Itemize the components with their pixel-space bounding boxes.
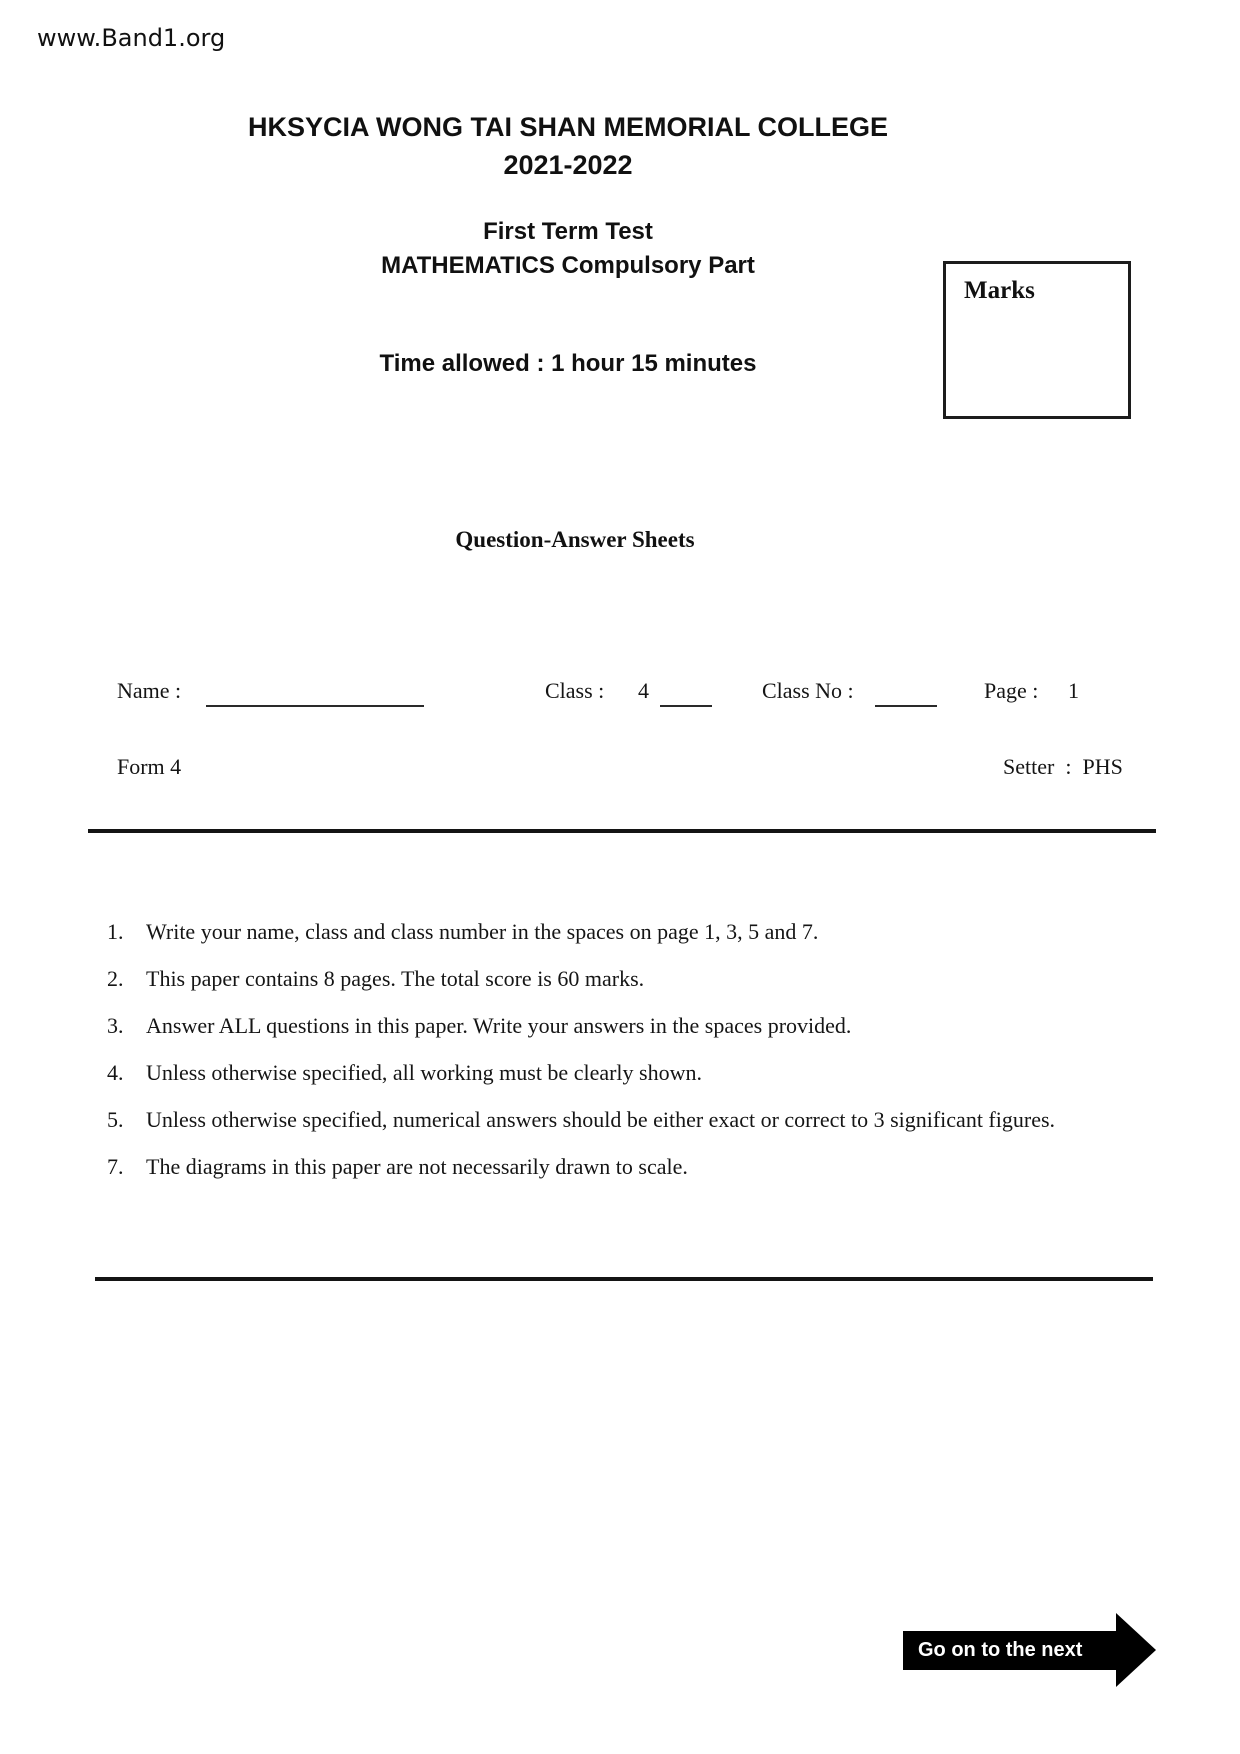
marks-box bbox=[943, 261, 1131, 419]
instruction-text: Unless otherwise specified, numerical answers should be either exact or correct to 3 significant figures. bbox=[146, 1107, 1056, 1132]
subject-title: MATHEMATICS Compulsory Part bbox=[381, 252, 755, 279]
name-underline bbox=[206, 679, 424, 707]
go-on-label: Go on to the next bbox=[918, 1639, 1083, 1661]
school-name: HKSYCIA WONG TAI SHAN MEMORIAL COLLEGE bbox=[248, 112, 888, 142]
instruction-number: 4. bbox=[107, 1060, 124, 1085]
form-label: Form 4 bbox=[117, 754, 182, 779]
instruction-item bbox=[107, 963, 1119, 994]
time-allowed: Time allowed : 1 hour 15 minutes bbox=[379, 350, 757, 377]
go-on-banner bbox=[903, 1631, 1116, 1670]
class-value: 4 bbox=[638, 678, 649, 703]
instruction-text: The diagrams in this paper are not necessarily drawn to scale. bbox=[146, 1154, 688, 1179]
instruction-number: 2. bbox=[107, 966, 124, 991]
setter-label: Setter bbox=[1003, 754, 1055, 779]
instruction-item bbox=[107, 1057, 1119, 1088]
class-label: Class : bbox=[545, 678, 605, 703]
class-no-underline bbox=[875, 679, 937, 707]
instruction-number: 1. bbox=[107, 919, 124, 944]
sheet-type-title: Question-Answer Sheets bbox=[455, 527, 695, 552]
instruction-text: Answer ALL questions in this paper. Write your answers in the spaces provided. bbox=[146, 1013, 852, 1038]
instruction-number: 5. bbox=[107, 1107, 124, 1132]
instruction-text: This paper contains 8 pages. The total score is 60 marks. bbox=[146, 966, 645, 991]
class-no-label: Class No : bbox=[762, 678, 854, 703]
instruction-item bbox=[107, 1104, 1119, 1135]
divider-top bbox=[88, 829, 1156, 833]
instruction-item bbox=[107, 916, 1119, 947]
marks-label: Marks bbox=[964, 277, 1035, 304]
right-arrow-icon bbox=[1116, 1613, 1156, 1687]
instructions-list bbox=[107, 916, 1119, 1198]
instruction-item bbox=[107, 1151, 1119, 1182]
site-watermark: www.Band1.org bbox=[37, 24, 226, 52]
instruction-number: 3. bbox=[107, 1013, 124, 1038]
page-number: 1 bbox=[1068, 678, 1079, 703]
instruction-number: 7. bbox=[107, 1154, 124, 1179]
class-underline bbox=[660, 679, 712, 707]
instruction-text: Write your name, class and class number in the spaces on page 1, 3, 5 and 7. bbox=[146, 919, 819, 944]
school-year: 2021-2022 bbox=[503, 150, 633, 180]
divider-bottom bbox=[95, 1277, 1153, 1281]
page-label: Page : bbox=[984, 678, 1039, 703]
setter-value: PHS bbox=[1082, 754, 1123, 779]
setter-separator: : bbox=[1065, 754, 1072, 779]
instruction-text: Unless otherwise specified, all working must be clearly shown. bbox=[146, 1060, 702, 1085]
setter-row bbox=[1003, 754, 1123, 780]
exam-title: First Term Test bbox=[483, 218, 653, 245]
instruction-item bbox=[107, 1010, 1119, 1041]
name-label: Name : bbox=[117, 678, 182, 703]
